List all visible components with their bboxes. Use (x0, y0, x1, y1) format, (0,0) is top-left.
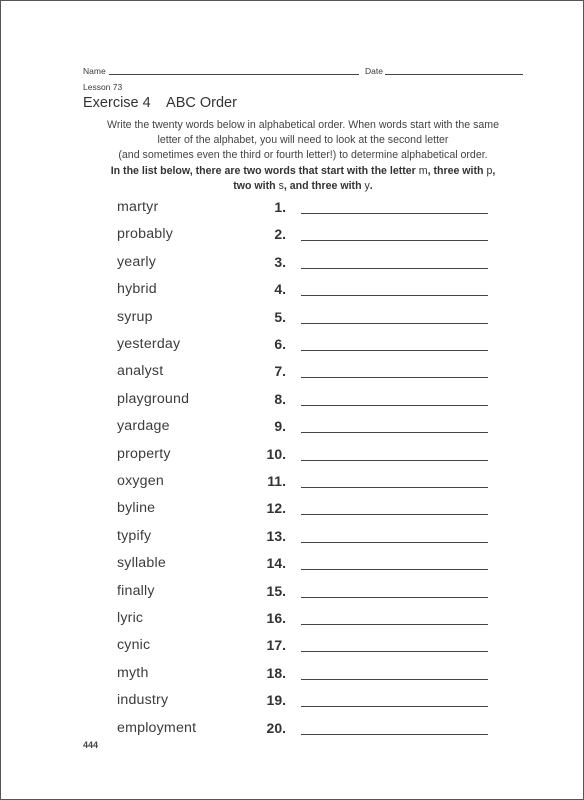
word-item: employment (117, 719, 197, 736)
word-item: yardage (117, 418, 170, 435)
word-item: playground (117, 390, 190, 407)
answer-number: 20. (266, 719, 286, 736)
word-item: property (117, 445, 171, 462)
word-row (0, 579, 584, 606)
word-item: lyric (117, 610, 144, 626)
answer-number: 1. (274, 199, 286, 215)
word-row (0, 688, 584, 715)
word-row (0, 195, 584, 222)
answer-number: 4. (274, 281, 286, 298)
exercise-number: Exercise 4 (83, 95, 151, 111)
word-item: oxygen (117, 473, 164, 489)
word-item: yearly (117, 253, 157, 270)
answer-blank[interactable] (301, 432, 488, 433)
hint-text: In the list below, there are two words that start with the letter (110, 164, 419, 177)
word-item: industry (117, 692, 169, 709)
word-item: analyst (117, 363, 164, 380)
word-row (0, 332, 584, 359)
answer-blank[interactable] (301, 569, 488, 570)
instruction-line: Write the twenty words below in alphabetical order. When words start with the same (107, 119, 499, 131)
answer-number: 18. (266, 664, 286, 681)
hint-text: , (492, 164, 496, 177)
answer-blank[interactable] (301, 487, 488, 488)
hint-letter-m: m (418, 164, 428, 177)
word-row (0, 716, 584, 743)
date-label: Date (365, 66, 383, 76)
word-item: syrup (117, 308, 153, 325)
answer-blank[interactable] (301, 597, 488, 598)
answer-blank[interactable] (301, 514, 488, 515)
hint-text: , and three with (283, 179, 365, 192)
answer-blank[interactable] (301, 350, 488, 351)
instruction-line: (and sometimes even the third or fourth letter!) to determine alphabetical order. (118, 149, 488, 162)
answer-number: 2. (274, 226, 286, 243)
word-row (0, 606, 584, 633)
date-field-line[interactable] (385, 74, 523, 75)
hint-letter-s: s (278, 179, 284, 192)
word-row (0, 661, 584, 688)
answer-number: 13. (266, 527, 286, 544)
word-item: martyr (117, 199, 159, 215)
word-item: yesterday (117, 336, 181, 352)
name-date-row (83, 64, 523, 78)
word-item: hybrid (117, 281, 157, 298)
answer-number: 11. (267, 473, 286, 489)
answer-number: 10. (266, 445, 286, 462)
answer-number: 8. (274, 390, 286, 407)
answer-blank[interactable] (301, 268, 488, 269)
word-row (0, 305, 584, 332)
answer-blank[interactable] (301, 323, 488, 324)
word-row (0, 222, 584, 249)
word-row (0, 250, 584, 277)
word-row (0, 442, 584, 469)
hint-text: , three with (427, 164, 487, 177)
answer-blank[interactable] (301, 624, 488, 625)
answer-blank[interactable] (301, 679, 488, 680)
answer-number: 15. (266, 582, 286, 599)
word-row (0, 524, 584, 551)
answer-blank[interactable] (301, 377, 488, 378)
name-label: Name (83, 66, 106, 76)
word-item: probably (117, 226, 174, 243)
word-row (0, 633, 584, 660)
answer-number: 5. (274, 308, 286, 325)
word-row (0, 414, 584, 441)
instructions (83, 118, 523, 194)
hint-text: . (369, 179, 373, 192)
word-item: finally (117, 582, 155, 599)
answer-number: 14. (266, 555, 286, 572)
word-item: typify (117, 527, 152, 544)
word-row (0, 469, 584, 496)
lesson-label: Lesson 73 (83, 82, 123, 92)
word-row (0, 551, 584, 578)
hint-letter-y: y (364, 179, 370, 192)
word-row (0, 387, 584, 414)
exercise-title: ABC Order (166, 95, 237, 111)
exercise-heading (83, 95, 237, 111)
answer-blank[interactable] (301, 734, 488, 735)
answer-blank[interactable] (301, 706, 488, 707)
hint-text: two with (233, 179, 279, 192)
answer-blank[interactable] (301, 651, 488, 652)
hint-letter-p: p (486, 164, 493, 177)
word-item: myth (117, 664, 149, 681)
word-item: syllable (117, 555, 166, 572)
word-row (0, 496, 584, 523)
answer-number: 3. (274, 253, 286, 270)
answer-number: 9. (274, 418, 286, 435)
answer-blank[interactable] (301, 295, 488, 296)
page-number: 444 (83, 740, 99, 750)
answer-number: 6. (274, 336, 286, 352)
answer-number: 7. (274, 363, 286, 380)
answer-number: 16. (266, 610, 286, 626)
answer-blank[interactable] (301, 460, 488, 461)
word-row (0, 359, 584, 386)
word-item: cynic (117, 637, 151, 654)
name-field-line[interactable] (109, 74, 359, 75)
word-item: byline (117, 500, 156, 517)
answer-number: 17. (266, 637, 286, 654)
letter-count-hint (83, 164, 523, 179)
answer-number: 12. (266, 500, 286, 517)
answer-blank[interactable] (301, 405, 488, 406)
answer-blank[interactable] (301, 240, 488, 241)
word-row (0, 277, 584, 304)
answer-blank[interactable] (301, 213, 488, 214)
instruction-line: letter of the alphabet, you will need to look at the second letter (157, 134, 449, 147)
answer-blank[interactable] (301, 542, 488, 543)
letter-count-hint (83, 179, 523, 194)
answer-number: 19. (266, 692, 286, 709)
